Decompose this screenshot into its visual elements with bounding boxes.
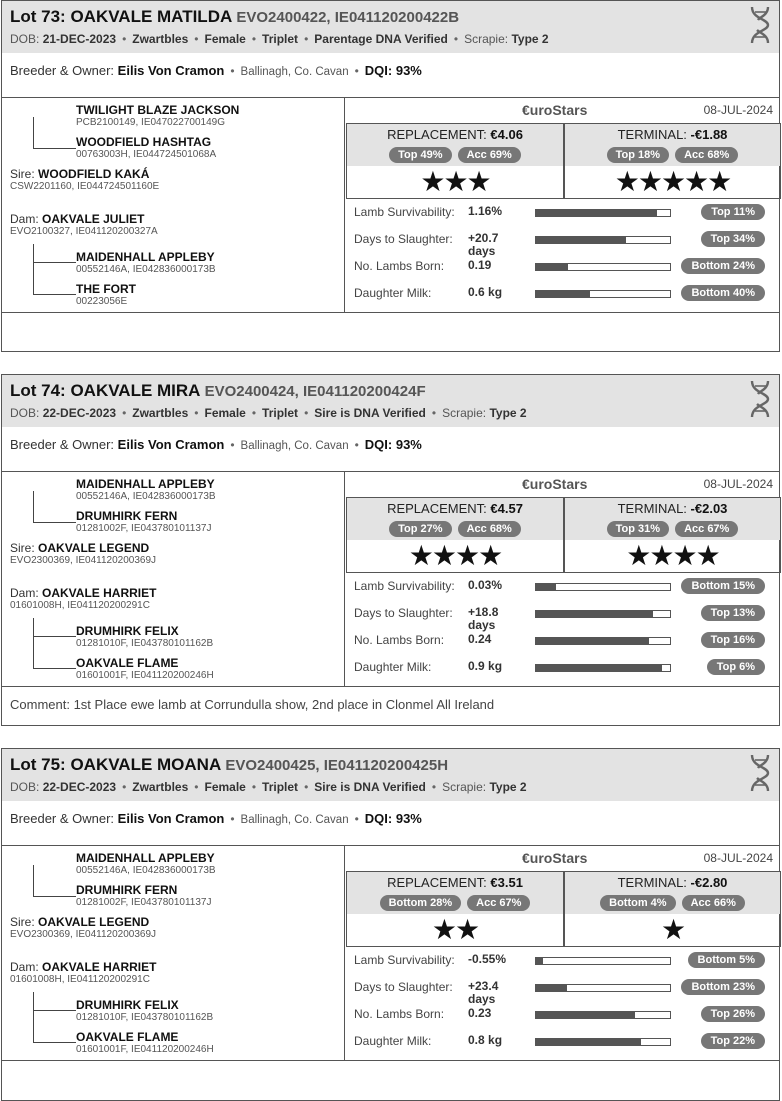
pedigree [2,846,345,1060]
terminal-star-rating [565,915,780,945]
trait-value: 0.19 [468,258,492,272]
sire-sire [76,852,216,877]
trait-rank-badge: Top 16% [701,632,765,648]
sire-sire [76,478,216,503]
trait-bar-fill [536,210,657,216]
breeder-line: Breeder & Owner: Eilis Von Cramon • Ballinagh, Co. Cavan • DQI: 93% [10,437,422,452]
trait-bar [535,1011,671,1019]
eurostars-logo: €uroStars [522,476,588,492]
terminal-accuracy-badge: Acc 68% [675,147,738,163]
terminal-index [564,123,781,199]
star-icon: ★ [660,913,685,946]
dam-sire-name: DRUMHIRK FELIX [76,624,179,638]
sire-sire-name: MAIDENHALL APPLEBY [76,851,215,865]
trait-label: No. Lambs Born: [354,259,445,273]
trait-bar-fill [536,264,568,270]
trait-row [345,575,781,601]
terminal-label: TERMINAL: [617,875,687,890]
replacement-value: €4.57 [490,501,523,516]
replacement-index [346,123,564,199]
trait-bar [535,1038,671,1046]
terminal-index [564,871,781,947]
trait-row [345,949,781,975]
lot-header [2,375,779,427]
replacement-label: REPLACEMENT: [387,875,487,890]
terminal-label: TERMINAL: [617,127,687,142]
lot-name: Lot 75: OAKVALE MOANA [10,755,221,774]
breeder-location: Ballinagh, Co. Cavan [240,66,349,78]
eurostars-date: 08-JUL-2024 [703,477,773,491]
dam [10,961,156,986]
star-icon: ★ [637,165,661,198]
trait-bar [535,637,671,645]
lot-name: Lot 73: OAKVALE MATILDA [10,7,232,26]
star-icon: ★ [672,539,696,572]
pedigree [2,472,345,686]
eurostars-panel [345,98,781,312]
replacement-accuracy-badge: Acc 68% [458,521,521,537]
trait-row [345,976,781,1006]
sire-dam-reg: 00763003H, IE044724501068A [76,149,217,160]
trait-label: Lamb Survivability: [354,205,455,219]
sex-value: Female [204,32,246,46]
pedigree [2,98,345,312]
dam-dam-name: OAKVALE FLAME [76,1030,179,1044]
scrapie-value: Type 2 [489,780,527,794]
dob-value: 22-DEC-2023 [42,406,117,420]
trait-row [345,1030,781,1056]
dob-label: DOB: [10,406,40,420]
pedigree-connector [33,244,76,295]
breeder-line: Breeder & Owner: Eilis Von Cramon • Ballinagh, Co. Cavan • DQI: 93% [10,63,422,78]
star-icon: ★ [443,165,467,198]
trait-label: Lamb Survivability: [354,579,455,593]
sire-sire-reg: 00552146A, IE042836000173B [76,491,216,502]
terminal-label: TERMINAL: [617,501,687,516]
sire [10,916,156,941]
dam-reg: EVO2100327, IE041120200327A [10,226,158,237]
star-icon: ★ [431,539,455,572]
dam-sire-reg: 01281010F, IE043780101162B [76,1012,214,1023]
trait-label: Daughter Milk: [354,660,432,674]
dam-label: Dam: [10,212,39,226]
breeder-label: Breeder & Owner: [10,811,115,826]
terminal-accuracy-badge: Acc 67% [675,521,738,537]
sire [10,542,156,567]
dqi-value: DQI: 93% [364,437,422,452]
replacement-index [346,871,564,947]
replacement-rank-badge: Top 49% [389,147,451,163]
trait-rank-badge: Bottom 24% [681,258,765,274]
trait-bar-fill [536,665,662,671]
trait-bar [535,209,671,217]
replacement-label: REPLACEMENT: [387,127,487,142]
breeder-location: Ballinagh, Co. Cavan [240,440,349,452]
scrapie-value: Type 2 [511,32,549,46]
breeder-name: Eilis Von Cramon [117,63,225,78]
trait-bar-fill [536,611,653,617]
trait-rank-badge: Bottom 15% [681,578,765,594]
sire-dam-reg: 01281002F, IE043780101137J [76,897,212,908]
lot-card [1,0,780,352]
dam-dam-name: OAKVALE FLAME [76,656,179,670]
lot-card [1,748,780,1101]
dam-name: OAKVALE HARRIET [42,960,157,974]
lot-card [1,374,780,726]
terminal-star-rating [565,541,780,571]
lot-body [2,97,779,313]
trait-bar [535,610,671,618]
dam-dam-reg: 00223056E [76,296,128,307]
sire-sire-reg: 00552146A, IE042836000173B [76,865,216,876]
trait-bar-fill [536,584,556,590]
lot-details: DOB: 22-DEC-2023 • Zwartbles • Female • Triplet • Sire is DNA Verified • Scrapie: Type 2 [10,780,527,794]
breeder-label: Breeder & Owner: [10,437,115,452]
trait-bar-fill [536,291,590,297]
dam-dam-reg: 01601001F, IE041120200246H [76,670,214,681]
dob-label: DOB: [10,780,40,794]
trait-row [345,201,781,227]
trait-bar [535,236,671,244]
trait-value: 0.6 kg [468,285,503,299]
replacement-accuracy-badge: Acc 67% [467,895,530,911]
trait-label: Daughter Milk: [354,286,432,300]
star-icon: ★ [478,539,502,572]
dam-dam-reg: 01601001F, IE041120200246H [76,1044,214,1055]
trait-bar-fill [536,985,567,991]
eurostars-date: 08-JUL-2024 [703,103,773,117]
breeder-location: Ballinagh, Co. Cavan [240,814,349,826]
dna-status: Parentage DNA Verified [314,32,448,46]
trait-row [345,602,781,632]
sex-value: Female [204,780,246,794]
trait-value: 0.24 [468,632,492,646]
lot-title [10,7,459,27]
trait-label: Daughter Milk: [354,1034,432,1048]
dam-label: Dam: [10,960,39,974]
trait-bar [535,984,671,992]
trait-rank-badge: Top 22% [701,1033,765,1049]
star-icon: ★ [649,539,673,572]
trait-value: 1.16% [468,204,503,218]
sire-label: Sire: [10,541,35,555]
trait-bar [535,664,671,672]
replacement-rank-badge: Top 27% [389,521,451,537]
star-icon: ★ [455,913,479,946]
dam [10,213,158,238]
sire-name: OAKVALE LEGEND [38,915,150,929]
star-icon: ★ [455,539,479,572]
star-icon: ★ [431,913,455,946]
replacement-value: €3.51 [490,875,523,890]
trait-bar [535,957,671,965]
dam-name: OAKVALE JULIET [42,212,145,226]
eurostars-header [345,472,781,496]
trait-rank-badge: Bottom 40% [681,285,765,301]
terminal-rank-badge: Top 31% [607,521,669,537]
star-icon: ★ [420,165,444,198]
sire-label: Sire: [10,915,35,929]
scrapie-value: Type 2 [489,406,527,420]
trait-row [345,228,781,258]
trait-value: -0.55% [468,952,507,966]
replacement-rank-badge: Bottom 28% [380,895,462,911]
star-icon: ★ [466,165,490,198]
dna-helix-icon [747,753,773,793]
sire-dam [76,884,212,909]
sire-reg: EVO2300369, IE041120200369J [10,555,157,566]
dam-sire-reg: 01281010F, IE043780101162B [76,638,214,649]
sire-name: WOODFIELD KAKÁ [38,167,150,181]
lot-header [2,749,779,801]
replacement-index [346,497,564,573]
lot-ids: EVO2400422, IE041120200422B [236,9,460,26]
scrapie-label: Scrapie: [464,32,509,46]
trait-value: 0.8 kg [468,1033,503,1047]
eurostars-logo: €uroStars [522,850,588,866]
sex-value: Female [204,406,246,420]
trait-row [345,629,781,655]
birth-type-value: Triplet [262,32,299,46]
lot-body [2,845,779,1061]
terminal-value: -€2.03 [690,501,728,516]
terminal-rank-badge: Top 18% [607,147,669,163]
terminal-rank-badge: Bottom 4% [600,895,675,911]
trait-bar-fill [536,1012,635,1018]
trait-value: 0.9 kg [468,659,503,673]
birth-type-value: Triplet [262,780,299,794]
trait-bar [535,583,671,591]
trait-rank-badge: Top 26% [701,1006,765,1022]
trait-bar-fill [536,958,543,964]
sire-sire-name: MAIDENHALL APPLEBY [76,477,215,491]
trait-value: 0.03% [468,578,503,592]
terminal-value: -€2.80 [690,875,728,890]
dam-name: OAKVALE HARRIET [42,586,157,600]
dam-dam [76,283,136,308]
dna-helix-icon [747,379,773,419]
lot-ids: EVO2400424, IE041120200424F [204,383,426,400]
terminal-accuracy-badge: Acc 66% [682,895,745,911]
sire-dam-name: WOODFIELD HASHTAG [76,135,212,149]
dam-label: Dam: [10,586,39,600]
star-icon: ★ [614,165,638,198]
trait-bar-fill [536,638,649,644]
star-icon: ★ [707,165,731,198]
trait-bar-fill [536,237,626,243]
star-icon: ★ [695,539,719,572]
trait-rank-badge: Top 11% [701,204,765,220]
sire-label: Sire: [10,167,35,181]
sire-name: OAKVALE LEGEND [38,541,150,555]
trait-label: No. Lambs Born: [354,1007,445,1021]
lot-name: Lot 74: OAKVALE MIRA [10,381,200,400]
breed-value: Zwartbles [132,32,189,46]
lot-title [10,755,448,775]
dam-reg: 01601008H, IE041120200291C [10,600,150,611]
breeder-line: Breeder & Owner: Eilis Von Cramon • Ballinagh, Co. Cavan • DQI: 93% [10,811,422,826]
lot-comment: Comment: 1st Place ewe lamb at Corrundulla show, 2nd place in Clonmel All Ireland [10,697,495,712]
trait-rank-badge: Top 13% [701,605,765,621]
dam-sire [76,251,216,276]
replacement-star-rating [347,167,563,197]
scrapie-label: Scrapie: [442,780,487,794]
lot-body [2,471,779,687]
dam-dam [76,1031,214,1056]
pedigree-connector [33,865,76,897]
trait-row [345,255,781,281]
lot-ids: EVO2400425, IE041120200425H [225,757,449,774]
dna-status: Sire is DNA Verified [314,406,426,420]
dam-sire [76,625,213,650]
sire-dam-name: DRUMHIRK FERN [76,509,178,523]
sire-dam [76,510,212,535]
breeder-name: Eilis Von Cramon [117,811,225,826]
replacement-star-rating [347,541,563,571]
lot-details: DOB: 22-DEC-2023 • Zwartbles • Female • Triplet • Sire is DNA Verified • Scrapie: Type 2 [10,406,527,420]
star-icon: ★ [684,165,708,198]
sire-sire-name: TWILIGHT BLAZE JACKSON [76,103,240,117]
star-icon: ★ [660,165,685,198]
replacement-label: REPLACEMENT: [387,501,487,516]
lot-header [2,1,779,53]
sire [10,168,159,193]
star-icon: ★ [626,539,650,572]
terminal-value: -€1.88 [690,127,728,142]
trait-value: +18.8 days [468,605,499,632]
trait-rank-badge: Bottom 5% [688,952,765,968]
trait-bar [535,263,671,271]
sire-dam [76,136,216,161]
trait-row [345,656,781,682]
trait-value: +23.4 days [468,979,499,1006]
sire-reg: EVO2300369, IE041120200369J [10,929,157,940]
trait-label: Days to Slaughter: [354,606,453,620]
lot-details: DOB: 21-DEC-2023 • Zwartbles • Female • Triplet • Parentage DNA Verified • Scrapie: Type 2 [10,32,549,46]
eurostars-panel [345,472,781,686]
replacement-star-rating [347,915,563,945]
trait-row [345,1003,781,1029]
trait-rank-badge: Bottom 23% [681,979,765,995]
dob-value: 22-DEC-2023 [42,780,117,794]
trait-label: Days to Slaughter: [354,980,453,994]
terminal-star-rating [565,167,780,197]
eurostars-header [345,98,781,122]
dam-sire-name: MAIDENHALL APPLEBY [76,250,215,264]
eurostars-panel [345,846,781,1060]
pedigree-connector [33,491,76,523]
eurostars-header [345,846,781,870]
birth-type-value: Triplet [262,406,299,420]
breed-value: Zwartbles [132,780,189,794]
dob-label: DOB: [10,32,40,46]
dam-sire-reg: 00552146A, IE042836000173B [76,264,216,275]
star-icon: ★ [408,539,432,572]
sire-reg: CSW2201160, IE044724501160E [10,181,160,192]
trait-label: No. Lambs Born: [354,633,445,647]
dqi-value: DQI: 93% [364,811,422,826]
replacement-accuracy-badge: Acc 69% [458,147,521,163]
dam [10,587,156,612]
breed-value: Zwartbles [132,406,189,420]
dam-sire [76,999,213,1024]
pedigree-connector [33,618,76,669]
dam-sire-name: DRUMHIRK FELIX [76,998,179,1012]
eurostars-logo: €uroStars [522,102,588,118]
dob-value: 21-DEC-2023 [42,32,117,46]
replacement-value: €4.06 [490,127,523,142]
trait-bar-fill [536,1039,641,1045]
sire-sire [76,104,239,129]
trait-rank-badge: Top 34% [701,231,765,247]
sire-dam-name: DRUMHIRK FERN [76,883,178,897]
breeder-name: Eilis Von Cramon [117,437,225,452]
trait-rank-badge: Top 6% [707,659,765,675]
dam-reg: 01601008H, IE041120200291C [10,974,150,985]
trait-label: Days to Slaughter: [354,232,453,246]
dna-helix-icon [747,5,773,45]
dam-dam-name: THE FORT [76,282,136,296]
trait-value: +20.7 days [468,231,499,258]
terminal-index [564,497,781,573]
dqi-value: DQI: 93% [364,63,422,78]
pedigree-connector [33,992,76,1043]
scrapie-label: Scrapie: [442,406,487,420]
trait-label: Lamb Survivability: [354,953,455,967]
pedigree-connector [33,117,76,149]
eurostars-date: 08-JUL-2024 [703,851,773,865]
sire-sire-reg: PCB2100149, IE047022700149G [76,117,226,128]
breeder-label: Breeder & Owner: [10,63,115,78]
dna-status: Sire is DNA Verified [314,780,426,794]
sire-dam-reg: 01281002F, IE043780101137J [76,523,212,534]
dam-dam [76,657,214,682]
trait-bar [535,290,671,298]
lot-title [10,381,426,401]
trait-value: 0.23 [468,1006,492,1020]
trait-row [345,282,781,308]
